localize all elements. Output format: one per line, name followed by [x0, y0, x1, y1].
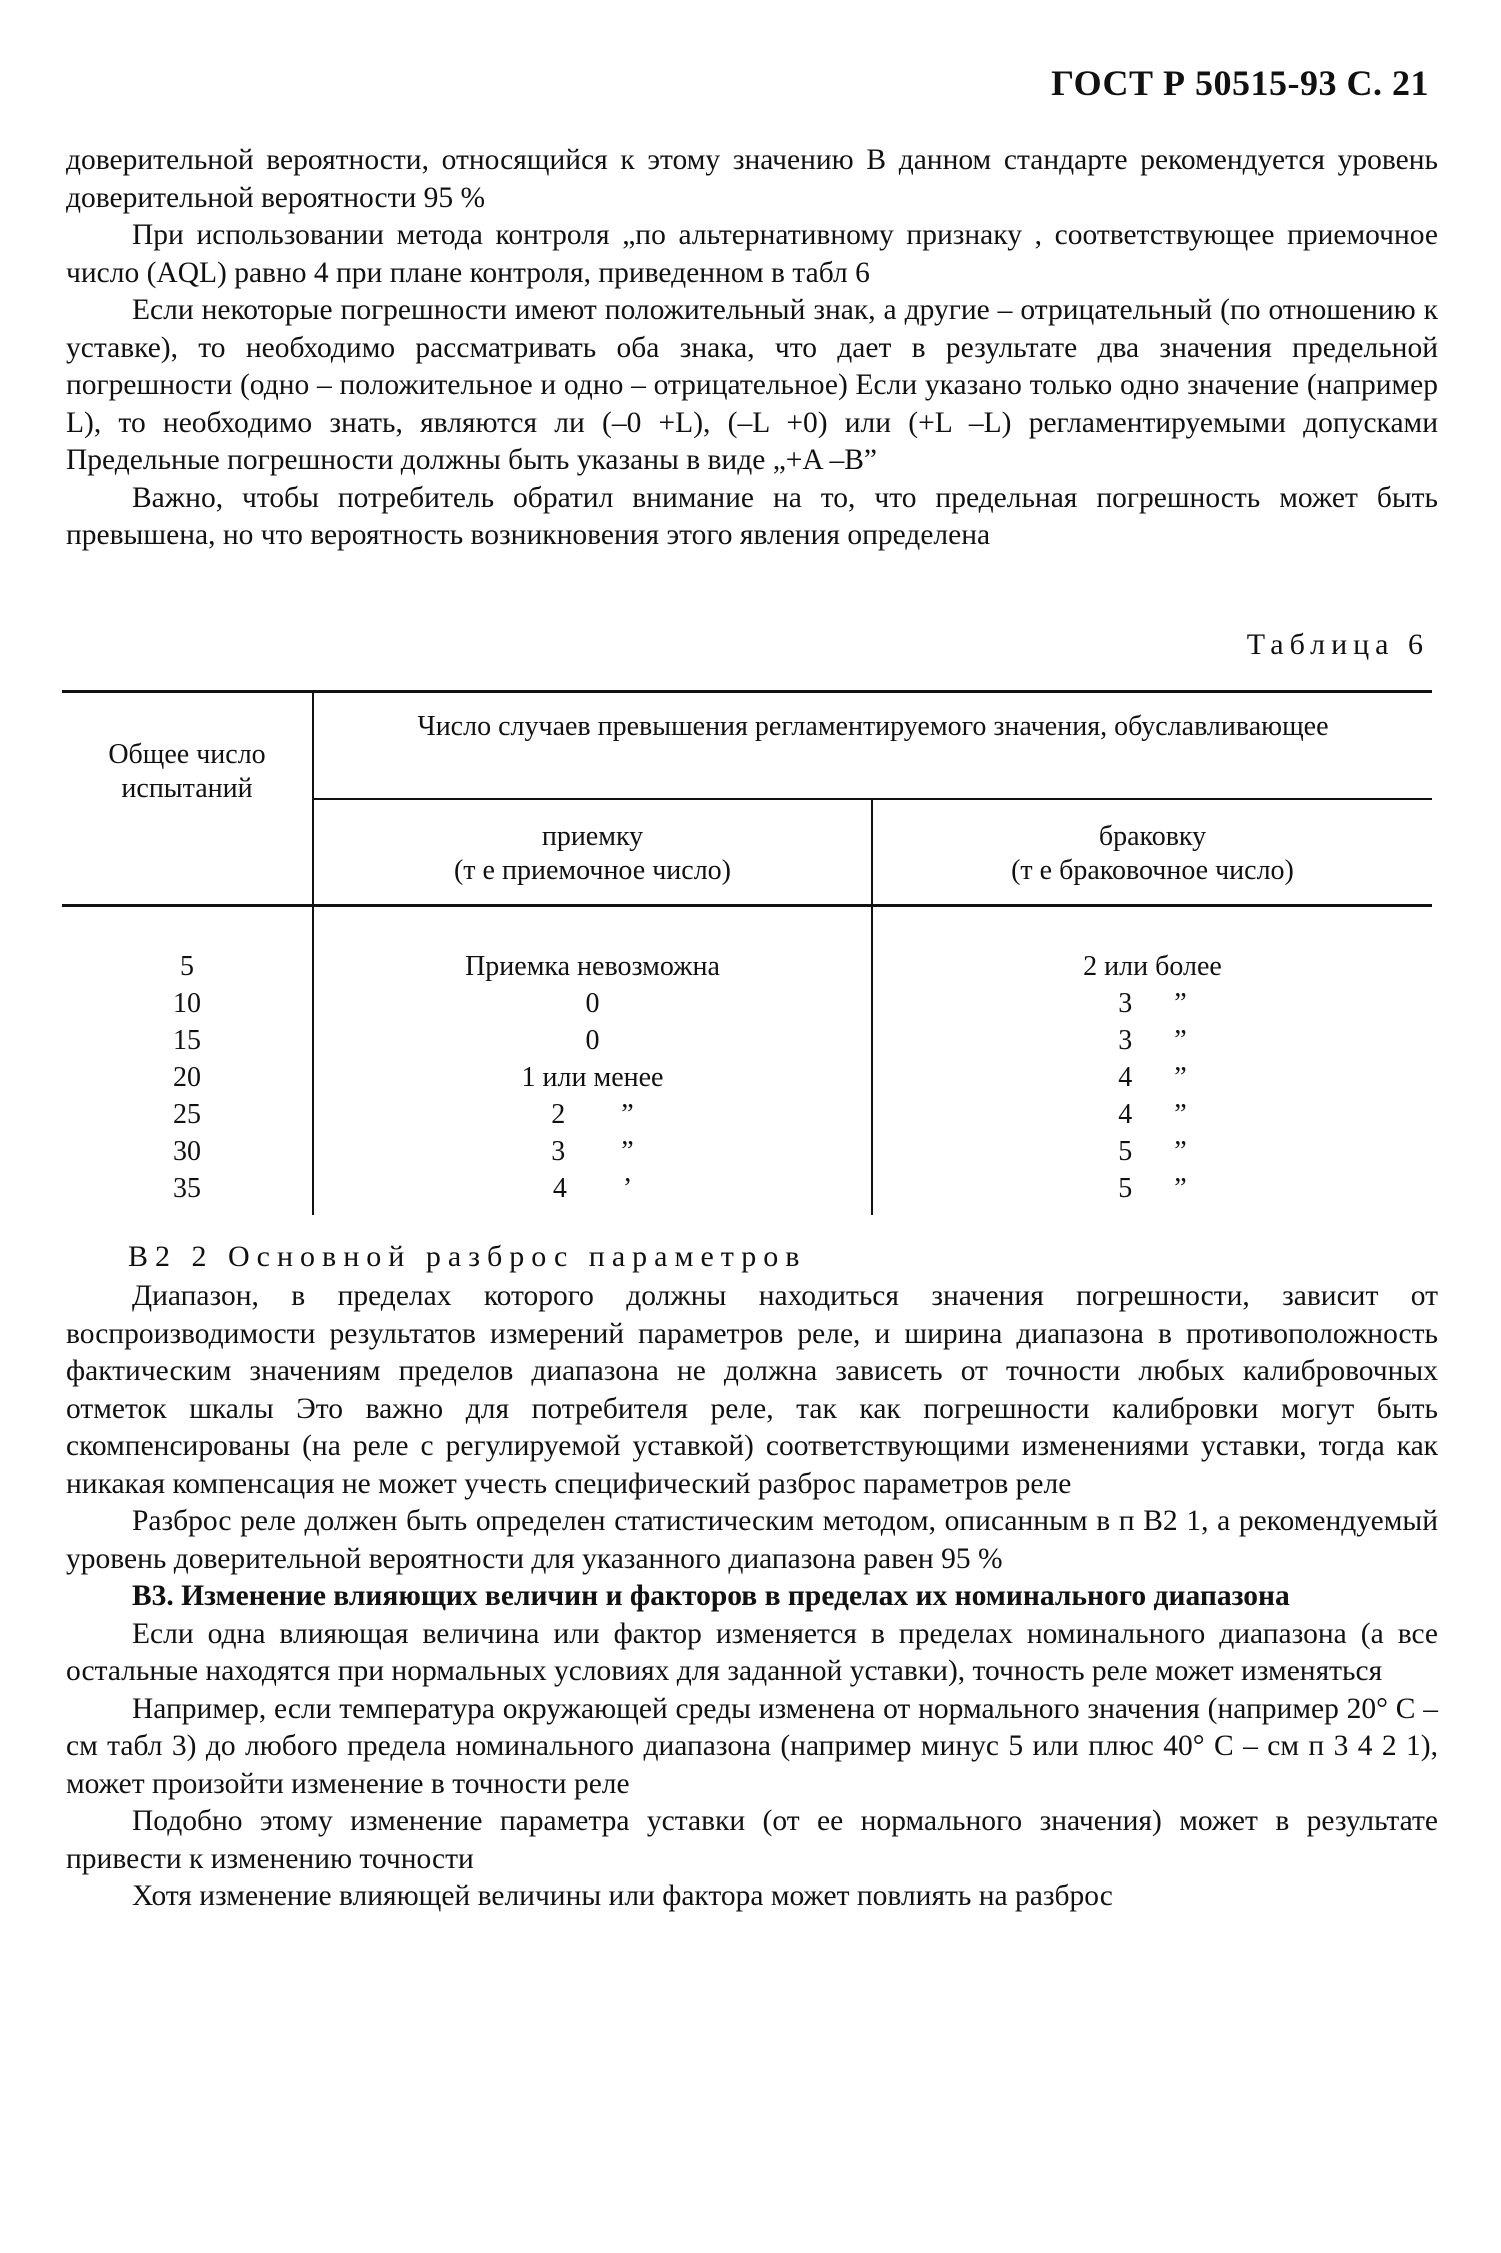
paragraph: Хотя изменение влияющей величины или фактора может повлиять на разброс — [132, 1880, 1113, 1912]
cell-accept: 0 — [585, 1025, 600, 1056]
paragraph: Разброс реле должен быть определен статистическим методом, описанным в п В2 1, а рекомендуемый уровень доверительной вероятности для указанного диапазона равен 95 % — [66, 1505, 1438, 1575]
header-exceed-count: Число случаев превышения регламентируемого значения, обуславливающее — [417, 711, 1329, 742]
table-top-rule — [62, 690, 1432, 693]
cell-reject: 2 или более — [1083, 951, 1222, 982]
cell-accept: 1 или менее — [521, 1062, 664, 1093]
header-total-tests: Общее число испытаний — [108, 739, 266, 804]
cell-accept: 4 ’ — [552, 1173, 633, 1204]
table-row — [62, 1059, 1432, 1096]
table-header-rule — [62, 904, 1432, 907]
paragraph: При использовании метода контроля „по альтернативному признаку , соответствующее приемочное число (AQL) равно 4 при плане контроля, приведенном в табл 6 — [66, 219, 1438, 289]
table-6 — [62, 690, 1432, 1215]
paragraph: Диапазон, в пределах которого должны находиться значения погрешности, зависит от воспроизводимости результатов измерений параметров реле, и ширина диапазона в противоположность фактическим значениям пределов диапазона не должна зависеть от точности любых калибровочных отметок шкалы Это важно для потребителя реле, так как погрешности калибровки могут быть скомпенсированы (на реле с регулируемой уставкой) соответствующими изменениями уставки, тогда как никакая компенсация не может учесть специфический разброс параметров реле — [66, 1280, 1438, 1500]
table-caption: Таблица 6 — [1246, 628, 1429, 661]
cell-reject: 5 ” — [1118, 1136, 1187, 1167]
intro-text — [66, 142, 1438, 555]
cell-reject: 5 ” — [1118, 1173, 1187, 1204]
cell-reject: 3 ” — [1118, 1025, 1187, 1056]
cell-total: 5 — [180, 951, 194, 982]
cell-total: 35 — [173, 1173, 201, 1204]
table-row — [62, 1170, 1432, 1207]
paragraph: Если некоторые погрешности имеют положительный знак, а другие – отрицательный (по отношению к уставке), то необходимо рассматривать оба знака, что дает в результате два значения предельной погрешности (одно – положительное и одно – отрицательное) Если указано только одно значение (например L), то необходимо знать, являются ли (–0 +L), (–L +0) или (+L –L) регламентируемыми допусками Предельные погрешности должны быть указаны в виде „+A –B” — [66, 294, 1438, 476]
paragraph: Если одна влияющая величина или фактор изменяется в пределах номинального диапазона (а все остальные находятся при нормальных условиях для заданной уставки), точность реле может изменяться — [66, 1617, 1438, 1687]
cell-accept: 2 ” — [551, 1099, 634, 1130]
cell-reject: 4 ” — [1118, 1099, 1187, 1130]
table-row — [62, 1096, 1432, 1133]
cell-total: 10 — [173, 988, 201, 1019]
header-accept: приемку (т е приемочное число) — [453, 821, 731, 886]
paragraph: доверительной вероятности, относящийся к этому значению В данном стандарте рекомендуется уровень доверительной вероятности 95 % — [66, 144, 1438, 214]
cell-accept: 0 — [585, 988, 600, 1019]
page-header: ГОСТ Р 50515-93 С. 21 — [1051, 63, 1429, 103]
table-row — [62, 948, 1432, 985]
body-text — [66, 1278, 1438, 1916]
cell-total: 25 — [173, 1099, 201, 1130]
cell-total: 15 — [173, 1025, 201, 1056]
cell-reject: 3 ” — [1118, 988, 1187, 1019]
cell-total: 30 — [173, 1136, 201, 1167]
section-heading-b22: В2 2 Основной разброс параметров — [128, 1240, 807, 1273]
table-row — [62, 985, 1432, 1022]
table-row — [62, 1022, 1432, 1059]
header-reject: браковку (т е браковочное число) — [1011, 821, 1294, 886]
cell-reject: 4 ” — [1118, 1062, 1187, 1093]
paragraph: Подобно этому изменение параметра уставки (от ее нормального значения) может в результате привести к изменению точности — [66, 1805, 1438, 1875]
section-heading-b3: В3. Изменение влияющих величин и факторов в пределах их номинального диапазона — [132, 1580, 1290, 1612]
table-row — [62, 1133, 1432, 1170]
cell-total: 20 — [173, 1062, 201, 1093]
cell-accept: Приемка невозможна — [465, 951, 720, 982]
paragraph: Например, если температура окружающей среды изменена от нормального значения (например 20° С – см табл 3) до любого предела номинального диапазона (например минус 5 или плюс 40° С – см п 3 4 2 1), может произойти изменение в точности реле — [66, 1692, 1438, 1800]
cell-accept: 3 ” — [551, 1136, 634, 1167]
paragraph: Важно, чтобы потребитель обратил внимание на то, что предельная погрешность может быть превышена, но что вероятность возникновения этого явления определена — [66, 481, 1438, 551]
